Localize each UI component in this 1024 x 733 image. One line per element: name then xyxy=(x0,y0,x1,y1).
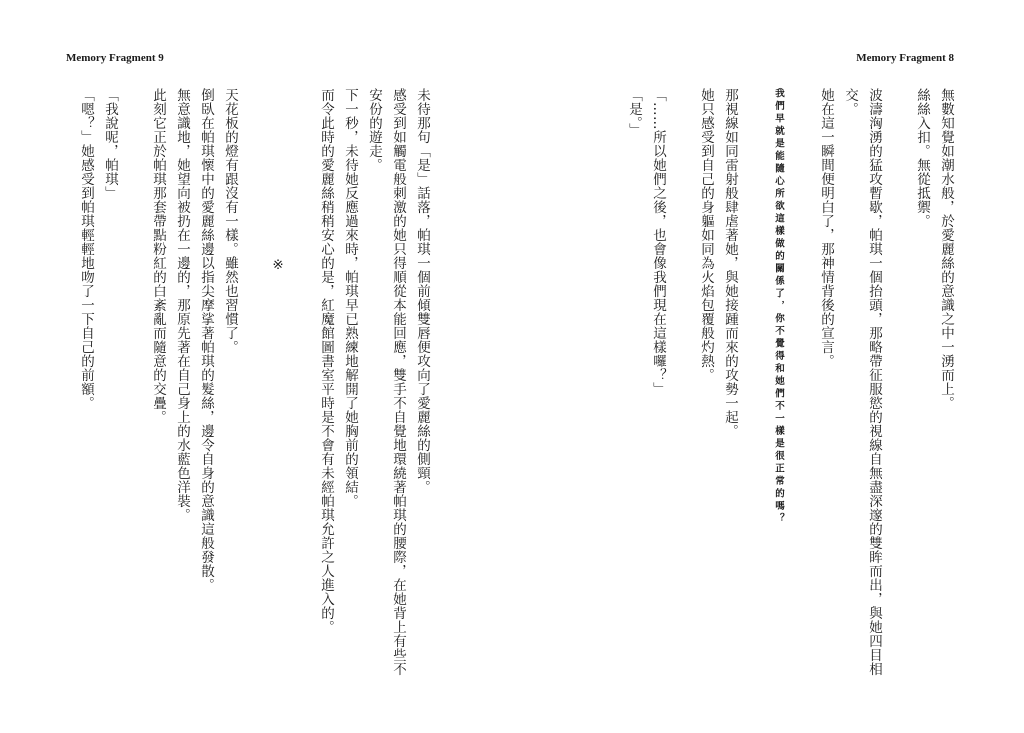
dialogue-paragraph: 「我說呢，帕琪」 xyxy=(102,88,118,200)
paragraph: 天花板的燈有跟沒有一樣。雖然也習慣了。 xyxy=(222,88,238,354)
paragraph: 感受到如觸電般刺激的她只得順從本能回應，雙手不自覺地環繞著帕琪的腰際，在她背上有些不安份的遊走。 xyxy=(366,88,406,676)
paragraph: 無意識地，她望向被扔在一邊的，那原先著在自己身上的水藍色洋裝。 xyxy=(174,88,190,522)
blank-line xyxy=(790,88,814,688)
paragraph: 絲絲入扣。無從抵禦。 xyxy=(914,88,930,228)
paragraph: 而令此時的愛麗絲稍稍安心的是，紅魔館圖書室平時是不會有未經帕琪允許之人進入的。 xyxy=(318,88,334,634)
inner-thought-paragraph: 我們早就是能隨心所欲這樣做的關係了，你不覺得和她們不一樣是很正常的嗎？ xyxy=(773,88,784,526)
paragraph: 波濤洶湧的猛攻暫歇，帕琪一個抬頭，那略帶征服慾的視線自無盡深邃的雙眸而出，與她四目相交。 xyxy=(842,88,882,676)
blank-line xyxy=(886,88,910,688)
paragraph: 倒臥在帕琪懷中的愛麗絲邊以指尖摩挲著帕琪的髮絲，邊令自身的意識這般發散。 xyxy=(198,88,214,592)
blank-line xyxy=(122,88,146,688)
paragraph: 那視線如同雷射般肆虐著她，與她接踵而來的攻勢一起。 xyxy=(722,88,738,438)
blank-line xyxy=(242,88,266,688)
paragraph: 無數知覺如潮水般，於愛麗絲的意識之中一湧而上。 xyxy=(938,88,954,410)
page-header-right: Memory Fragment 8 xyxy=(856,52,954,64)
dialogue-paragraph: 「嗯？」她感受到帕琪輕輕地吻了一下自己的前額。 xyxy=(78,88,94,410)
blank-line xyxy=(670,88,694,688)
blank-line xyxy=(290,88,314,688)
dialogue-paragraph: 「……所以她們之後，也會像我們現在這樣囉？」 xyxy=(650,88,666,396)
page-header-left: Memory Fragment 9 xyxy=(66,52,164,64)
paragraph: 未待那句「是」話落，帕琪一個前傾雙唇便攻向了愛麗絲的側頸。 xyxy=(414,88,430,494)
right-page-body xyxy=(594,88,958,688)
dialogue-paragraph: 「是。」 xyxy=(626,88,642,138)
paragraph: 她在這一瞬間便明白了，那神情背後的宣言。 xyxy=(818,88,834,368)
left-page-body xyxy=(78,88,434,688)
scene-break-mark: ※ xyxy=(270,256,286,274)
paragraph: 她只感受到自己的身軀如同為火焰包覆般灼熱。 xyxy=(698,88,714,382)
paragraph: 下一秒，未待她反應過來時，帕琪早已熟練地解開了她胸前的領結。 xyxy=(342,88,358,508)
blank-line xyxy=(742,88,766,688)
paragraph: 此刻它正於帕琪那套帶點粉紅的白紊亂而隨意的交疊。 xyxy=(150,88,166,424)
